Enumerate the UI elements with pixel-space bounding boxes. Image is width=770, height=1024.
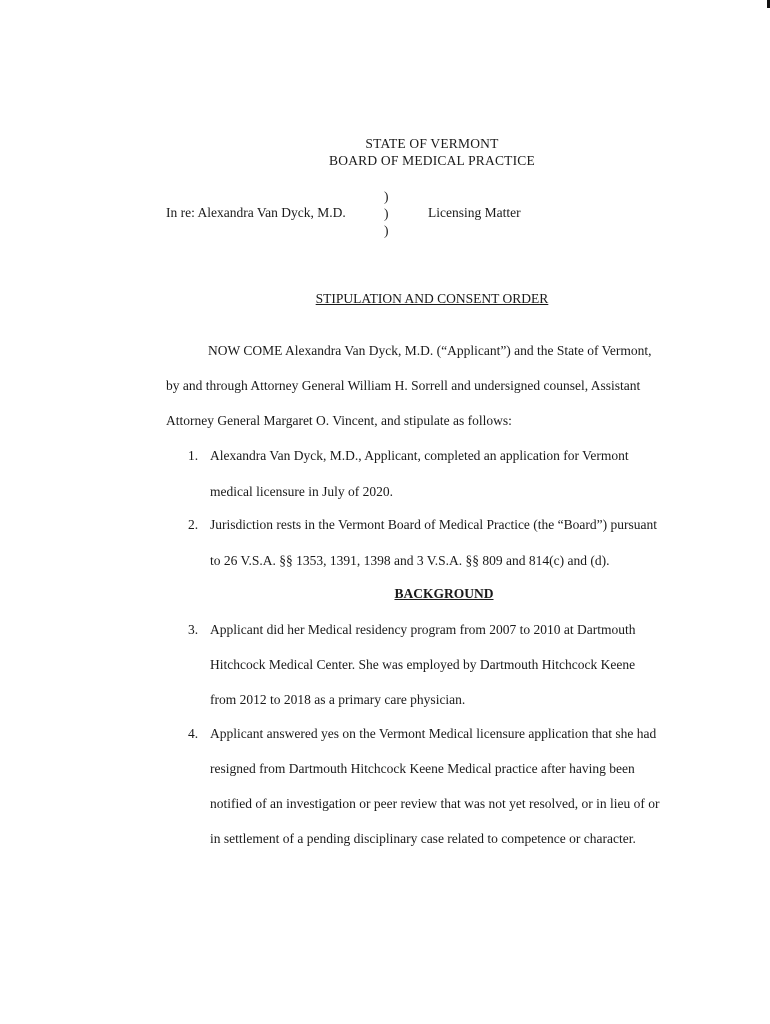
section-heading-background: BACKGROUND (394, 586, 494, 601)
item-line: Applicant did her Medical residency program from 2007 to 2010 at Dartmouth (210, 622, 636, 637)
intro-line: Attorney General Margaret O. Vincent, and stipulate as follows: (166, 413, 512, 428)
item-line: Alexandra Van Dyck, M.D., Applicant, completed an application for Vermont (210, 448, 629, 463)
item-number: 2. (188, 517, 199, 532)
caption-paren: ) (384, 189, 389, 204)
item-line: to 26 V.S.A. §§ 1353, 1391, 1398 and 3 V.S.A. §§ 809 and 814(c) and (d). (210, 553, 610, 568)
item-line: from 2012 to 2018 as a primary care physician. (210, 692, 466, 707)
item-number: 1. (188, 448, 199, 463)
caption-matter: Licensing Matter (428, 205, 521, 220)
caption-parens (384, 188, 389, 239)
item-line: Applicant answered yes on the Vermont Medical licensure application that she had (210, 726, 657, 741)
caption-paren: ) (384, 206, 389, 221)
item-number: 3. (188, 622, 199, 637)
document-title: STIPULATION AND CONSENT ORDER (315, 291, 549, 306)
header-state: STATE OF VERMONT (365, 136, 499, 151)
item-line: Hitchcock Medical Center. She was employed by Dartmouth Hitchcock Keene (210, 657, 636, 672)
caption-in-re: In re: Alexandra Van Dyck, M.D. (166, 205, 346, 220)
header-board: BOARD OF MEDICAL PRACTICE (329, 153, 535, 168)
case-caption (166, 188, 586, 248)
caption-paren: ) (384, 223, 389, 238)
intro-line: NOW COME Alexandra Van Dyck, M.D. (“Applicant”) and the State of Vermont, (208, 343, 652, 358)
intro-line: by and through Attorney General William H. Sorrell and undersigned counsel, Assistant (166, 378, 641, 393)
item-number: 4. (188, 726, 199, 741)
item-line: in settlement of a pending disciplinary case related to competence or character. (210, 831, 636, 846)
item-line: notified of an investigation or peer review that was not yet resolved, or in lieu of or (210, 796, 660, 811)
item-line: resigned from Dartmouth Hitchcock Keene Medical practice after having been (210, 761, 635, 776)
item-line: medical licensure in July of 2020. (210, 484, 393, 499)
item-line: Jurisdiction rests in the Vermont Board of Medical Practice (the “Board”) pursuant (210, 517, 658, 532)
